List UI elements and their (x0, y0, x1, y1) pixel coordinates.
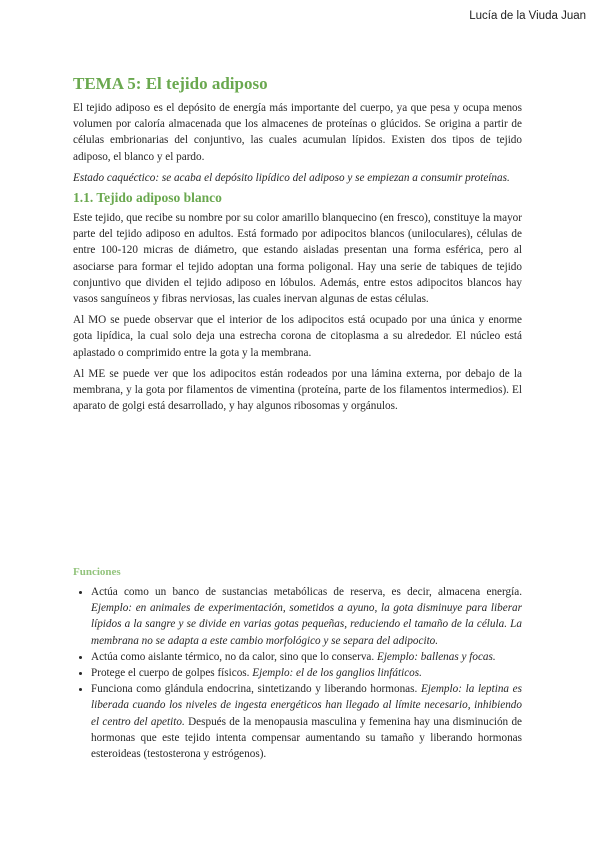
section-paragraph: Al ME se puede ver que los adipocitos están rodeados por una lámina externa, por debajo de la membrana, y la gota por filamentos de vimentina (proteína, parte de los filamentos intermedios). El aparato de golgi está desarrollado, y hay algunos ribosomas y orgánulos. (73, 367, 522, 413)
functions-section (73, 566, 522, 762)
list-item-text: Funciona como glándula endocrina, sintetizando y liberando hormonas. (91, 683, 418, 696)
intro-paragraph: El tejido adiposo es el depósito de energía más importante del cuerpo, ya que pesa y ocupa menos volumen por caloría almacenada que los almacenes de proteínas o glúcidos. Se origina a partir de células embrionarias del conjuntivo, las cuales acumulan lípidos. Existen dos tipos de tejido adiposo, el blanco y el pardo. (73, 102, 522, 163)
main-content (73, 74, 522, 419)
list-item (91, 649, 522, 665)
section-paragraph: Al MO se puede observar que el interior de los adipocitos está ocupado por una única y enorme gota lipídica, la cual solo deja una estrecha corona de citoplasma a su alrededor. El núcleo está aplastado o comprimido entre la gota y la membrana. (73, 314, 522, 359)
list-item-text: Protege el cuerpo de golpes físicos. (91, 667, 250, 680)
list-item (91, 681, 522, 762)
list-item-example: Ejemplo: en animales de experimentación, sometidos a ayuno, la gota disminuye para liberar lípidos a la sangre y se divide en varias gotas pequeñas, reduciendo el tamaño de la célula. La membrana no se adapta a este cambio morfológico y se separa del adipocito. (91, 602, 522, 647)
functions-list (73, 584, 522, 762)
list-item (91, 665, 522, 681)
section-heading-white-adipose: 1.1. Tejido adiposo blanco (73, 190, 222, 206)
list-item-example: Ejemplo: ballenas y focas. (376, 650, 496, 663)
list-item-text: Actúa como un banco de sustancias metabólicas de reserva, es decir, almacena energía. (91, 586, 522, 598)
list-item-continuation: Después de la menopausia masculina y femenina hay una disminución de hormonas que este tejido intenta compensar aumentando su tamaño y liberando hormonas esteroideas (testosterona y estrógenos). (91, 715, 523, 761)
list-item-example: Ejemplo: el de los ganglios linfáticos. (252, 667, 422, 680)
section-paragraph: Este tejido, que recibe su nombre por su color amarillo blanquecino (en fresco), constituye la mayor parte del tejido adiposo en adultos. Está formado por adipocitos blancos (uniloculares), células de entre 100-120 micras de diámetro, que estando aisladas presentan una forma esférica, pero al asociarse para formar el tejido adoptan una forma poligonal. Hay una serie de tabiques de tejido conjuntivo que dividen el tejido adiposo en lóbulos. Además, entre estos adipocitos blancos hay vasos sanguíneos y fibras nerviosas, las cuales inervan algunas de estas células. (73, 212, 522, 306)
author-name: Lucía de la Viuda Juan (469, 10, 586, 22)
list-item-example: Ejemplo: la leptina es liberada cuando los niveles de ingesta energéticos han llegado al límite necesario, inhibiendo el centro del apetito. (91, 683, 522, 728)
list-item (91, 584, 522, 649)
page-title: TEMA 5: El tejido adiposo (73, 74, 268, 93)
functions-heading: Funciones (73, 566, 121, 578)
list-item-text: Actúa como aislante térmico, no da calor, sino que lo conserva. (91, 650, 375, 663)
cachexia-note: Estado caquéctico: se acaba el depósito lipídico del adiposo y se empiezan a consumir proteínas. (73, 171, 510, 184)
